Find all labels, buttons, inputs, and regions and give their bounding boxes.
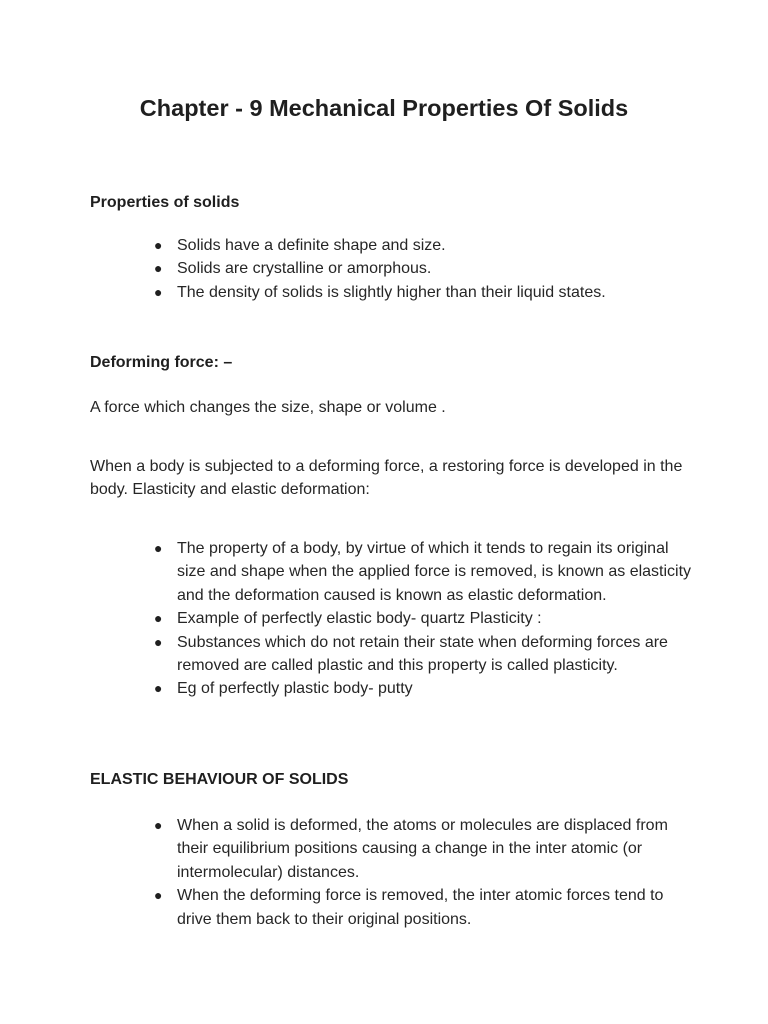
list-item [154,257,692,280]
elastic-behaviour-list [154,814,692,931]
list-item [154,234,692,257]
properties-list [154,234,692,304]
list-item [154,814,692,884]
list-item [154,677,692,700]
list-item [154,631,692,678]
section-heading-elastic-behaviour: ELASTIC BEHAVIOUR OF SOLIDS [90,771,349,788]
section-heading-properties: Properties of solids [90,194,240,211]
list-item-text: Eg of perfectly plastic body- putty [177,680,413,698]
bullet-icon: ● [154,283,163,300]
section-heading-deforming-force: Deforming force: – [90,354,233,371]
list-item-text: When a solid is deformed, the atoms or molecules are displaced from their equilibrium positions causing a change in the inter atomic (or intermolecular) distances. [177,817,668,881]
list-item [154,281,692,304]
deforming-force-definition: A force which changes the size, shape or volume . [90,399,446,416]
bullet-icon: ● [154,887,163,904]
list-item [154,884,692,931]
list-item [154,607,692,630]
elasticity-intro-paragraph: When a body is subjected to a deforming force, a restoring force is developed in the body. Elasticity and elastic deformation: [90,458,683,499]
list-item-text: Substances which do not retain their state when deforming forces are removed are called plastic and this property is called plasticity. [177,633,668,675]
list-item-text: When the deforming force is removed, the inter atomic forces tend to drive them back to their original positions. [177,887,664,928]
list-item-text: Solids have a definite shape and size. [177,237,446,254]
list-item [154,537,692,607]
list-item-text: Solids are crystalline or amorphous. [177,260,432,278]
bullet-icon: ● [154,540,163,556]
elasticity-list [154,537,692,701]
page-title: Chapter - 9 Mechanical Properties Of Solids [139,95,629,121]
list-item-text: Example of perfectly elastic body- quartz Plasticity : [177,610,542,628]
list-item-text: The property of a body, by virtue of which it tends to regain its original size and shape when the applied force is removed, is known as elasticity and the deformation caused is known as elastic deformation. [177,540,692,604]
bullet-icon: ● [154,817,163,833]
bullet-icon: ● [154,680,163,697]
bullet-icon: ● [154,237,163,253]
list-item-text: The density of solids is slightly higher than their liquid states. [177,283,606,301]
bullet-icon: ● [154,260,163,277]
bullet-icon: ● [154,610,163,627]
bullet-icon: ● [154,633,163,650]
